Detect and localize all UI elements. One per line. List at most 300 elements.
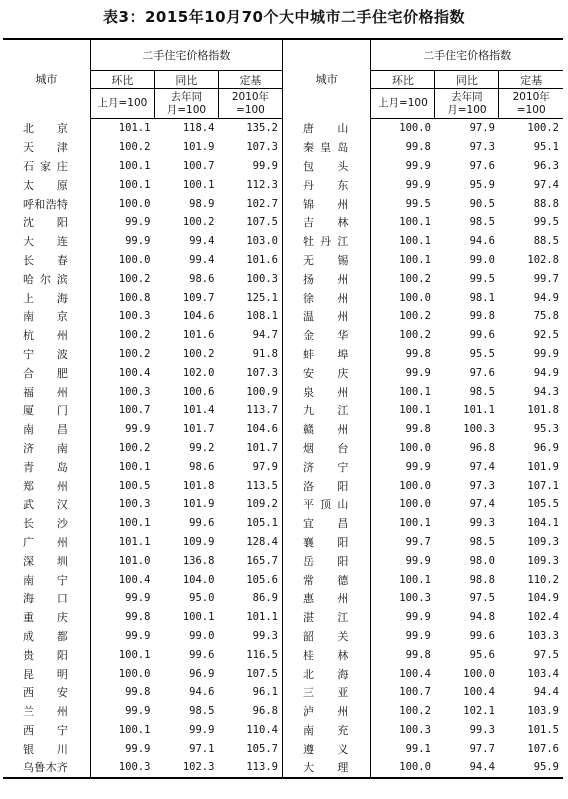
city-name-right: 牡丹江 [282, 232, 370, 251]
yoy-value-right: 96.8 [469, 441, 495, 454]
yoy-value-right: 97.4 [469, 460, 495, 473]
city-name-right: 湛江 [282, 608, 370, 627]
fixed-value-right: 104.9 [527, 592, 559, 605]
city-name-right: 三亚 [282, 683, 370, 702]
mom-value-right: 100.0 [399, 122, 431, 135]
yoy-value-right: 102.1 [463, 705, 495, 718]
yoy-value-left: 98.5 [189, 705, 215, 718]
mom-value-left: 100.3 [118, 310, 151, 323]
mom-value-right: 100.2 [399, 310, 431, 323]
mom-value-right: 100.7 [399, 686, 431, 699]
fixed-header-left: 定基 [218, 71, 282, 89]
mom-value-right: 99.9 [405, 611, 431, 624]
fixed-value-left: 96.8 [218, 702, 282, 721]
fixed-value-left: 108.1 [218, 307, 282, 326]
yoy-value-left: 100.1 [182, 611, 215, 624]
mom-value-left: 100.2 [118, 141, 151, 154]
table-row [3, 269, 563, 288]
mom-value-left: 99.9 [125, 235, 151, 248]
mom-value-right: 100.0 [399, 498, 431, 511]
city-name-left: 南昌 [3, 420, 90, 439]
yoy-value-right: 100.4 [463, 686, 495, 699]
mom-value-left: 101.1 [118, 122, 151, 135]
table-row [3, 307, 563, 326]
city-name-left: 南京 [3, 307, 90, 326]
mom-value-right: 100.1 [399, 253, 431, 266]
yoy-value-left: 102.0 [182, 366, 215, 379]
yoy-value-left: 99.9 [189, 723, 215, 736]
mom-value-left: 99.9 [125, 742, 151, 755]
fixed-value-left: 107.3 [218, 363, 282, 382]
mom-value-left: 100.0 [118, 197, 151, 210]
city-column-header-left: 城市 [3, 39, 90, 119]
yoy-header-right: 同比 [435, 71, 499, 89]
fixed-value-right: 103.4 [527, 667, 559, 680]
fixed-value-right: 103.3 [527, 629, 559, 642]
yoy-value-right: 97.4 [469, 498, 495, 511]
yoy-value-left: 97.1 [189, 742, 215, 755]
fixed-value-right: 107.1 [527, 479, 559, 492]
yoy-value-left: 99.4 [189, 253, 215, 266]
city-name-right: 金华 [282, 326, 370, 345]
city-name-left: 石家庄 [3, 157, 90, 176]
mom-value-left: 101.1 [118, 535, 151, 548]
fixed-value-left: 105.7 [218, 739, 282, 758]
base-yoy-right: 去年同 月=100 [435, 89, 499, 119]
city-name-right: 济宁 [282, 457, 370, 476]
table-row [3, 288, 563, 307]
mom-value-right: 100.2 [399, 272, 431, 285]
city-name-right: 泸州 [282, 702, 370, 721]
yoy-value-right: 97.6 [469, 366, 495, 379]
mom-value-left: 100.8 [118, 291, 151, 304]
mom-value-right: 99.8 [405, 347, 431, 360]
mom-value-right: 100.1 [399, 517, 431, 530]
city-name-left: 厦门 [3, 401, 90, 420]
base-yoy-left: 去年同 月=100 [154, 89, 218, 119]
fixed-value-right: 95.1 [533, 141, 559, 154]
table-row [3, 439, 563, 458]
yoy-value-left: 98.9 [189, 197, 215, 210]
table-row [3, 551, 563, 570]
table-row [3, 683, 563, 702]
fixed-value-left: 107.3 [218, 138, 282, 157]
mom-value-right: 100.3 [399, 723, 431, 736]
yoy-value-right: 99.3 [469, 723, 495, 736]
city-name-right: 遵义 [282, 739, 370, 758]
yoy-value-left: 101.4 [182, 404, 215, 417]
yoy-value-left: 99.6 [189, 648, 215, 661]
fixed-value-right: 109.3 [527, 554, 559, 567]
city-name-right: 常德 [282, 570, 370, 589]
city-name-right: 泉州 [282, 382, 370, 401]
fixed-value-right: 94.3 [533, 385, 559, 398]
city-name-left: 乌鲁木齐 [3, 758, 90, 778]
city-name-right: 安庆 [282, 363, 370, 382]
fixed-value-left: 110.4 [218, 721, 282, 740]
table-row [3, 758, 563, 778]
mom-value-right: 99.9 [405, 159, 431, 172]
fixed-value-left: 109.2 [218, 495, 282, 514]
city-name-left: 沈阳 [3, 213, 90, 232]
mom-value-left: 100.3 [118, 385, 151, 398]
mom-value-right: 99.7 [405, 535, 431, 548]
mom-value-right: 100.0 [399, 479, 431, 492]
mom-value-left: 100.5 [118, 479, 151, 492]
fixed-value-right: 88.8 [533, 197, 559, 210]
table-row [3, 627, 563, 646]
yoy-value-left: 99.4 [189, 235, 215, 248]
fixed-value-left: 103.0 [218, 232, 282, 251]
fixed-value-left: 94.7 [218, 326, 282, 345]
fixed-value-right: 101.9 [527, 460, 559, 473]
fixed-header-right: 定基 [499, 71, 563, 89]
yoy-value-right: 94.6 [469, 235, 495, 248]
city-name-left: 呼和浩特 [3, 194, 90, 213]
city-name-left: 重庆 [3, 608, 90, 627]
fixed-value-left: 101.7 [218, 439, 282, 458]
page-title: 表3：2015年10月70个大中城市二手住宅价格指数 [103, 8, 465, 26]
city-name-right: 洛阳 [282, 476, 370, 495]
mom-value-left: 100.1 [118, 517, 151, 530]
mom-value-left: 99.9 [125, 216, 151, 229]
mom-value-left: 100.3 [118, 498, 151, 511]
city-name-left: 银川 [3, 739, 90, 758]
mom-value-left: 100.0 [118, 667, 151, 680]
mom-value-left: 99.9 [125, 423, 151, 436]
city-name-left: 海口 [3, 589, 90, 608]
yoy-value-left: 98.6 [189, 460, 215, 473]
fixed-value-left: 165.7 [218, 551, 282, 570]
fixed-value-right: 75.8 [533, 310, 559, 323]
mom-value-right: 100.3 [399, 592, 431, 605]
yoy-value-left: 118.4 [182, 122, 215, 135]
mom-value-right: 100.1 [399, 385, 431, 398]
city-name-left: 宁波 [3, 345, 90, 364]
mom-value-left: 100.3 [118, 761, 151, 774]
mom-value-left: 100.1 [118, 648, 151, 661]
yoy-value-right: 94.8 [469, 611, 495, 624]
mom-value-left: 100.1 [118, 178, 151, 191]
table-row [3, 495, 563, 514]
table-row [3, 514, 563, 533]
fixed-value-right: 97.4 [533, 178, 559, 191]
mom-value-left: 99.9 [125, 629, 151, 642]
table-row [3, 664, 563, 683]
mom-value-right: 100.1 [399, 235, 431, 248]
mom-value-left: 100.2 [118, 272, 151, 285]
city-name-left: 深圳 [3, 551, 90, 570]
yoy-value-right: 95.5 [469, 347, 495, 360]
yoy-value-left: 100.6 [182, 385, 215, 398]
fixed-value-right: 88.5 [533, 235, 559, 248]
city-name-left: 青岛 [3, 457, 90, 476]
yoy-value-right: 94.4 [469, 761, 495, 774]
mom-value-left: 99.8 [125, 686, 151, 699]
yoy-value-left: 101.9 [182, 498, 215, 511]
mom-value-left: 99.9 [125, 705, 151, 718]
mom-value-left: 100.1 [118, 460, 151, 473]
fixed-value-right: 100.2 [527, 122, 559, 135]
fixed-value-left: 96.1 [218, 683, 282, 702]
city-name-right: 锦州 [282, 194, 370, 213]
city-name-right: 大理 [282, 758, 370, 778]
fixed-value-right: 99.9 [533, 347, 559, 360]
yoy-value-left: 101.9 [182, 141, 215, 154]
fixed-value-right: 99.5 [533, 216, 559, 229]
base-fixed-right: 2010年 =100 [499, 89, 563, 119]
city-column-header-right: 城市 [282, 39, 370, 119]
yoy-value-right: 100.3 [463, 423, 495, 436]
table-row [3, 157, 563, 176]
yoy-value-right: 98.1 [469, 291, 495, 304]
mom-value-right: 100.0 [399, 441, 431, 454]
fixed-value-left: 104.6 [218, 420, 282, 439]
city-name-right: 蚌埠 [282, 345, 370, 364]
mom-value-left: 100.2 [118, 347, 151, 360]
city-name-right: 桂林 [282, 645, 370, 664]
city-name-right: 北海 [282, 664, 370, 683]
city-name-left: 武汉 [3, 495, 90, 514]
yoy-value-right: 97.7 [469, 742, 495, 755]
index-group-header-left: 二手住宅价格指数 [90, 39, 282, 71]
fixed-value-left: 91.8 [218, 345, 282, 364]
fixed-value-left: 113.9 [218, 758, 282, 778]
table-row [3, 213, 563, 232]
yoy-value-right: 99.6 [469, 329, 495, 342]
yoy-value-right: 97.5 [469, 592, 495, 605]
yoy-value-right: 99.3 [469, 517, 495, 530]
yoy-value-left: 100.2 [182, 347, 215, 360]
fixed-value-left: 97.9 [218, 457, 282, 476]
base-mom-left: 上月=100 [90, 89, 154, 119]
yoy-value-left: 99.6 [189, 517, 215, 530]
fixed-value-right: 101.5 [527, 723, 559, 736]
fixed-value-right: 107.6 [527, 742, 559, 755]
mom-value-left: 100.2 [118, 329, 151, 342]
table-row [3, 194, 563, 213]
table-row [3, 232, 563, 251]
city-name-right: 吉林 [282, 213, 370, 232]
yoy-value-right: 97.9 [469, 122, 495, 135]
city-name-left: 北京 [3, 119, 90, 138]
mom-value-right: 99.9 [405, 460, 431, 473]
mom-value-right: 99.8 [405, 141, 431, 154]
mom-header-left: 环比 [90, 71, 154, 89]
fixed-value-right: 94.4 [533, 686, 559, 699]
fixed-value-left: 112.3 [218, 175, 282, 194]
fixed-value-right: 102.4 [527, 611, 559, 624]
yoy-value-left: 95.0 [189, 592, 215, 605]
table-row [3, 702, 563, 721]
fixed-value-right: 95.3 [533, 423, 559, 436]
fixed-value-left: 101.6 [218, 251, 282, 270]
city-name-left: 太原 [3, 175, 90, 194]
mom-value-left: 100.4 [118, 573, 151, 586]
city-name-left: 兰州 [3, 702, 90, 721]
fixed-value-right: 94.9 [533, 291, 559, 304]
mom-value-right: 99.8 [405, 648, 431, 661]
mom-value-left: 99.8 [125, 611, 151, 624]
table-row [3, 119, 563, 138]
fixed-value-left: 105.6 [218, 570, 282, 589]
mom-value-right: 100.2 [399, 329, 431, 342]
city-name-right: 徐州 [282, 288, 370, 307]
table-row [3, 570, 563, 589]
yoy-value-right: 97.6 [469, 159, 495, 172]
city-name-left: 合肥 [3, 363, 90, 382]
fixed-value-right: 94.9 [533, 366, 559, 379]
mom-value-right: 100.1 [399, 404, 431, 417]
yoy-value-right: 98.5 [469, 385, 495, 398]
city-name-right: 扬州 [282, 269, 370, 288]
city-name-right: 烟台 [282, 439, 370, 458]
yoy-value-right: 101.1 [463, 404, 495, 417]
yoy-value-right: 90.5 [469, 197, 495, 210]
city-name-left: 贵阳 [3, 645, 90, 664]
city-name-right: 南充 [282, 721, 370, 740]
yoy-value-left: 136.8 [182, 554, 215, 567]
yoy-value-left: 109.7 [182, 291, 215, 304]
city-name-left: 南宁 [3, 570, 90, 589]
mom-value-left: 100.2 [118, 441, 151, 454]
fixed-value-right: 97.5 [533, 648, 559, 661]
city-name-right: 唐山 [282, 119, 370, 138]
table-row [3, 401, 563, 420]
table-row [3, 589, 563, 608]
fixed-value-right: 110.2 [527, 573, 559, 586]
mom-value-left: 100.0 [118, 253, 151, 266]
yoy-value-left: 100.2 [182, 216, 215, 229]
mom-value-right: 100.4 [399, 667, 431, 680]
mom-value-right: 100.2 [399, 705, 431, 718]
yoy-value-left: 102.3 [182, 761, 215, 774]
city-name-right: 包头 [282, 157, 370, 176]
fixed-value-right: 96.3 [533, 159, 559, 172]
city-name-right: 无锡 [282, 251, 370, 270]
fixed-value-right: 101.8 [527, 404, 559, 417]
yoy-value-right: 98.0 [469, 554, 495, 567]
fixed-value-left: 101.1 [218, 608, 282, 627]
fixed-value-left: 116.5 [218, 645, 282, 664]
yoy-value-left: 99.2 [189, 441, 215, 454]
mom-value-right: 99.9 [405, 629, 431, 642]
fixed-value-right: 92.5 [533, 329, 559, 342]
city-name-left: 长沙 [3, 514, 90, 533]
fixed-value-left: 135.2 [218, 119, 282, 138]
yoy-header-left: 同比 [154, 71, 218, 89]
fixed-value-left: 102.7 [218, 194, 282, 213]
table-row [3, 251, 563, 270]
yoy-value-left: 96.9 [189, 667, 215, 680]
fixed-value-left: 107.5 [218, 664, 282, 683]
index-group-header-right: 二手住宅价格指数 [371, 39, 563, 71]
fixed-value-right: 95.9 [533, 761, 559, 774]
yoy-value-right: 97.3 [469, 479, 495, 492]
fixed-value-left: 113.5 [218, 476, 282, 495]
table-row [3, 326, 563, 345]
mom-value-left: 100.1 [118, 159, 151, 172]
yoy-value-right: 98.5 [469, 216, 495, 229]
fixed-value-left: 100.9 [218, 382, 282, 401]
yoy-value-right: 95.9 [469, 178, 495, 191]
city-name-right: 宜昌 [282, 514, 370, 533]
base-fixed-left: 2010年 =100 [218, 89, 282, 119]
yoy-value-right: 99.8 [469, 310, 495, 323]
yoy-value-left: 94.6 [189, 686, 215, 699]
mom-value-right: 100.1 [399, 216, 431, 229]
yoy-value-left: 101.7 [182, 423, 215, 436]
city-name-left: 郑州 [3, 476, 90, 495]
table-row [3, 721, 563, 740]
mom-value-left: 99.9 [125, 592, 151, 605]
mom-value-right: 99.9 [405, 366, 431, 379]
city-name-left: 上海 [3, 288, 90, 307]
city-name-left: 西宁 [3, 721, 90, 740]
yoy-value-left: 104.0 [182, 573, 215, 586]
table-row [3, 739, 563, 758]
yoy-value-left: 104.6 [182, 310, 215, 323]
city-name-left: 成都 [3, 627, 90, 646]
fixed-value-right: 104.1 [527, 517, 559, 530]
mom-value-right: 99.9 [405, 554, 431, 567]
mom-value-right: 99.8 [405, 423, 431, 436]
yoy-value-left: 109.9 [182, 535, 215, 548]
table-row [3, 645, 563, 664]
fixed-value-left: 113.7 [218, 401, 282, 420]
city-name-right: 平顶山 [282, 495, 370, 514]
yoy-value-right: 98.8 [469, 573, 495, 586]
city-name-left: 昆明 [3, 664, 90, 683]
mom-value-left: 101.0 [118, 554, 151, 567]
yoy-value-left: 99.0 [189, 629, 215, 642]
city-name-left: 长春 [3, 251, 90, 270]
table-row [3, 138, 563, 157]
fixed-value-left: 125.1 [218, 288, 282, 307]
price-index-table [3, 38, 563, 779]
city-name-right: 丹东 [282, 175, 370, 194]
fixed-value-left: 99.9 [218, 157, 282, 176]
table-row [3, 363, 563, 382]
mom-value-right: 99.1 [405, 742, 431, 755]
fixed-value-right: 103.9 [527, 705, 559, 718]
fixed-value-left: 86.9 [218, 589, 282, 608]
table-row [3, 382, 563, 401]
yoy-value-left: 98.6 [189, 272, 215, 285]
city-name-right: 惠州 [282, 589, 370, 608]
yoy-value-right: 98.5 [469, 535, 495, 548]
fixed-value-right: 99.7 [533, 272, 559, 285]
city-name-right: 温州 [282, 307, 370, 326]
city-name-left: 杭州 [3, 326, 90, 345]
yoy-value-right: 97.3 [469, 141, 495, 154]
mom-value-left: 100.4 [118, 366, 151, 379]
city-name-left: 哈尔滨 [3, 269, 90, 288]
mom-header-right: 环比 [371, 71, 435, 89]
mom-value-right: 100.0 [399, 291, 431, 304]
mom-value-right: 100.1 [399, 573, 431, 586]
table-row [3, 608, 563, 627]
mom-value-right: 100.0 [399, 761, 431, 774]
city-name-left: 福州 [3, 382, 90, 401]
city-name-right: 襄阳 [282, 533, 370, 552]
yoy-value-left: 101.8 [182, 479, 215, 492]
mom-value-left: 100.1 [118, 723, 151, 736]
yoy-value-left: 100.1 [182, 178, 215, 191]
fixed-value-right: 96.9 [533, 441, 559, 454]
yoy-value-right: 99.5 [469, 272, 495, 285]
city-name-left: 西安 [3, 683, 90, 702]
